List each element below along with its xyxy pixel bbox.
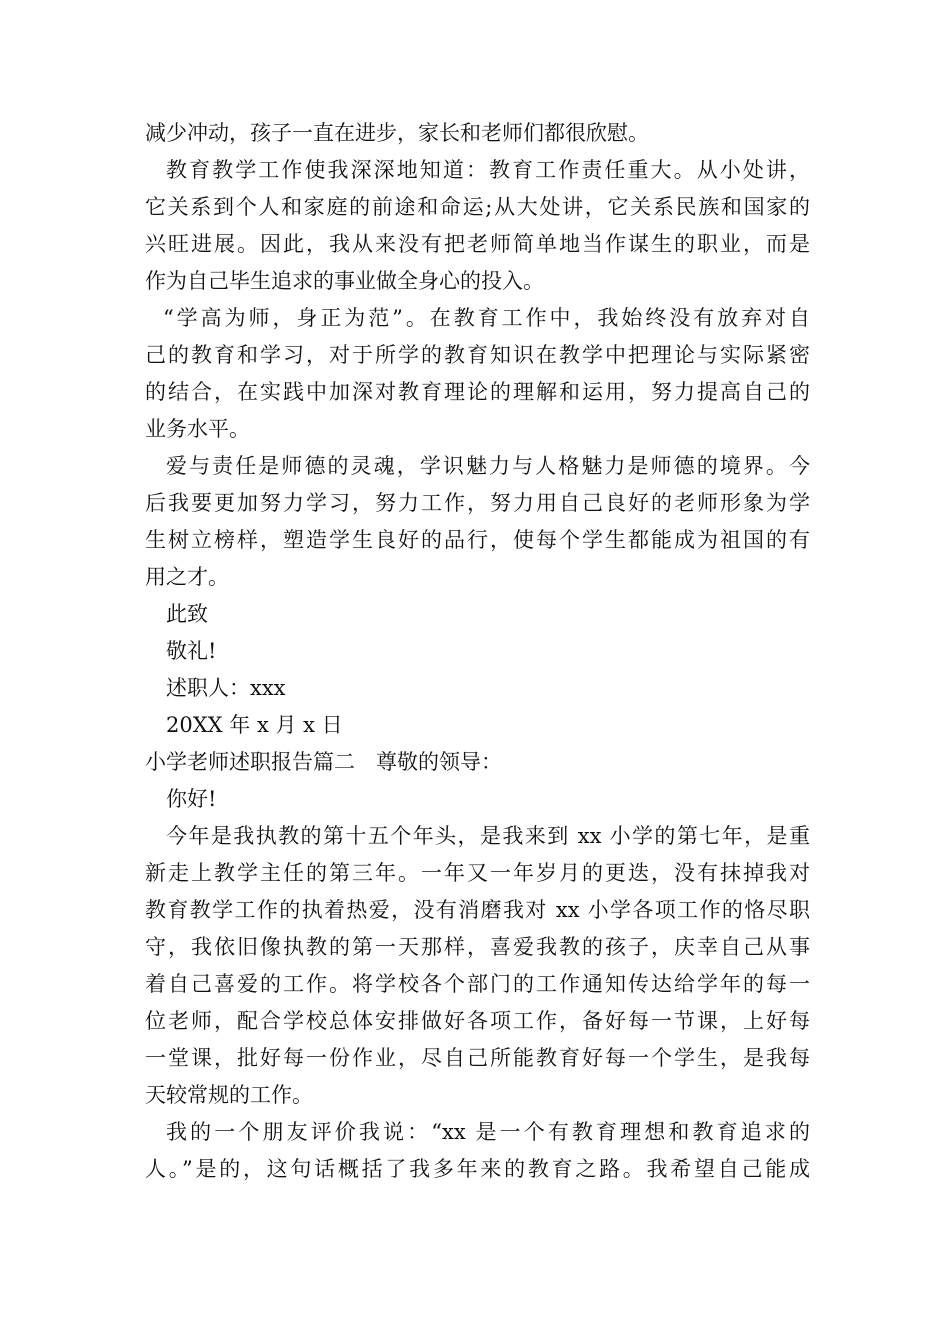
paragraph-line: 己的教育和学习，对于所学的教育知识在教学中把理论与实际紧密 <box>145 343 810 367</box>
paragraph-line: 它关系到个人和家庭的前途和命运;从大处讲，它关系民族和国家的 <box>145 195 810 219</box>
paragraph-line: 的结合，在实践中加深对教育理论的理解和运用，努力提高自己的 <box>145 380 810 404</box>
paragraph-line: 我的一个朋友评价我说：“xx 是一个有教育理想和教育追求的 <box>166 1120 810 1144</box>
closing-salutation: 此致 <box>166 602 208 626</box>
paragraph-line: 爱与责任是师德的灵魂，学识魅力与人格魅力是师德的境界。今 <box>166 454 810 478</box>
paragraph-line: 业务水平。 <box>145 417 250 441</box>
paragraph-line: 守，我依旧像执教的第一天那样，喜爱我教的孩子，庆幸自己从事 <box>145 935 810 959</box>
paragraph-line: 新走上教学主任的第三年。一年又一年岁月的更迭，没有抹掉我对 <box>145 861 810 885</box>
paragraph-line: 减少冲动，孩子一直在进步，家长和老师们都很欣慰。 <box>145 121 649 145</box>
paragraph-line: 着自己喜爱的工作。将学校各个部门的工作通知传达给学年的每一 <box>145 972 810 996</box>
paragraph-line: 作为自己毕生追求的事业做全身心的投入。 <box>145 269 544 293</box>
document-body <box>145 115 810 1188</box>
signature-name: 述职人：xxx <box>166 676 286 700</box>
paragraph-line: 教育教学工作的执着热爱，没有消磨我对 xx 小学各项工作的恪尽职 <box>145 898 810 922</box>
paragraph-line: 人。”是的，这句话概括了我多年来的教育之路。我希望自己能成 <box>145 1157 810 1181</box>
closing-regards: 敬礼! <box>166 639 217 663</box>
greeting: 你好! <box>166 787 217 811</box>
paragraph-line: 天较常规的工作。 <box>145 1083 313 1107</box>
paragraph-line: 今年是我执教的第十五个年头，是我来到 xx 小学的第七年，是重 <box>166 824 810 848</box>
paragraph-line: 位老师，配合学校总体安排做好各项工作，备好每一节课，上好每 <box>145 1009 810 1033</box>
paragraph-line: “学高为师，身正为范”。在教育工作中，我始终没有放弃对自 <box>163 306 810 330</box>
paragraph-line: 生树立榜样，塑造学生良好的品行，使每个学生都能成为祖国的有 <box>145 528 810 552</box>
paragraph-line: 用之才。 <box>145 565 229 589</box>
section-heading: 小学老师述职报告篇二 尊敬的领导： <box>145 750 502 774</box>
paragraph-line: 教育教学工作使我深深地知道：教育工作责任重大。从小处讲， <box>166 158 810 182</box>
paragraph-line: 兴旺进展。因此，我从来没有把老师简单地当作谋生的职业，而是 <box>145 232 810 256</box>
paragraph-line: 一堂课，批好每一份作业，尽自己所能教育好每一个学生，是我每 <box>145 1046 810 1070</box>
signature-date: 20XX 年 x 月 x 日 <box>166 713 343 737</box>
paragraph-line: 后我要更加努力学习，努力工作，努力用自己良好的老师形象为学 <box>145 491 810 515</box>
